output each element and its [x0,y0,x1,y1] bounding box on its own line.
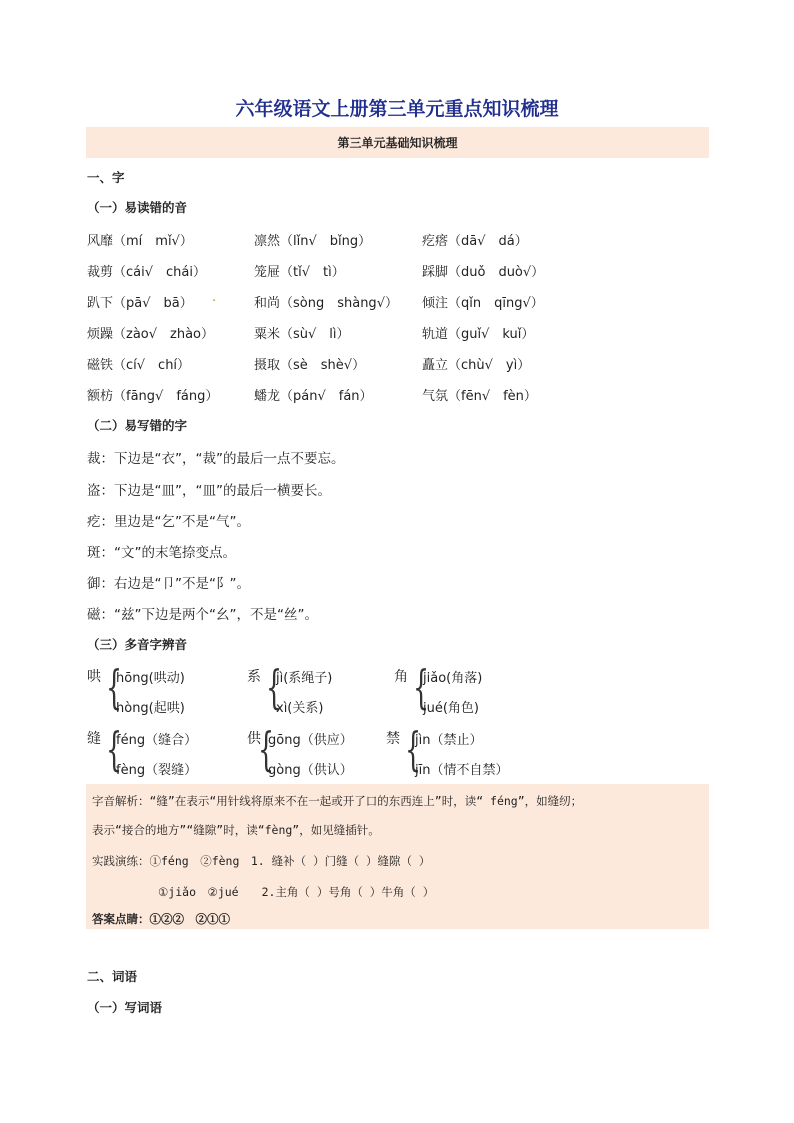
reading-item: 倾注（qǐn qīng√） [422,296,544,311]
writing-note: 磁：“兹”下边是两个“幺”，不是“丝”。 [87,607,318,623]
reading-item: 蟠龙（pán√ fán） [254,389,373,404]
reading-item: 轨道（guǐ√ kuǐ） [422,327,535,342]
polyphone-reading: gōng（供应） [268,733,353,748]
polyphone-reading: jiǎo(角落) [423,671,483,686]
reading-item: 矗立（chù√ yì） [422,358,531,373]
page-title: 六年级语文上册第三单元重点知识梳理 [235,98,559,120]
polyphone-char: 缝 [87,731,101,747]
polyphone-reading: féng（缝合） [116,733,198,748]
stray-dot-mark: . [212,290,217,305]
reading-item: 凛然（lǐn√ bǐng） [254,234,372,249]
reading-item: 磁铁（cí√ chí） [87,358,191,373]
writing-note: 盗：下边是“皿”，“皿”的最后一横要长。 [87,483,331,499]
polyphone-reading: jué(角色) [423,701,479,716]
reading-item: 趴下（pā√ bā） [87,296,193,311]
writing-note: 斑：“文”的末笔捺变点。 [87,545,236,561]
practice-line: ①jiǎo ②jué 2.主角（ ）号角（ ）牛角（ ） [158,885,435,899]
answer-line: 答案点睛：①②② ②①① [92,912,230,926]
brace-mark: { [106,660,123,714]
reading-item: 和尚（sòng shàng√） [254,296,398,311]
subheading-polyphones: （三）多音字辨音 [87,637,188,652]
brace-mark: { [413,660,430,714]
brace-mark: { [405,722,422,776]
brace-mark: { [106,722,123,776]
reading-item: 额枋（fāng√ fáng） [87,389,219,404]
polyphone-reading: hòng(起哄) [116,701,185,716]
reading-item: 烦躁（zào√ zhào） [87,327,215,342]
polyphone-reading: jì(系绳子) [276,671,333,686]
reading-item: 气氛（fēn√ fèn） [422,389,537,404]
subheading-misread: （一）易读错的音 [87,200,188,215]
reading-item: 风靡（mí mǐ√） [87,234,193,249]
brace-mark: { [266,660,283,714]
subheading-miswritten: （二）易写错的字 [87,418,188,433]
polyphone-char: 系 [247,669,261,685]
polyphone-char: 禁 [386,731,400,747]
section-heading-words: 二、词语 [87,969,138,984]
polyphone-reading: fèng（裂缝） [116,763,198,778]
writing-note: 疙：里边是“乞”不是“气”。 [87,514,250,530]
brace-mark: { [258,722,275,776]
practice-line: 实践演练：①féng ②fèng 1. 缝补（ ）门缝（ ）缝隙（ ） [92,854,431,868]
reading-item: 笼屉（tǐ√ tì） [254,265,345,280]
polyphone-reading: gòng（供认） [268,763,353,778]
pronunciation-note-box [86,784,709,929]
writing-note: 裁：下边是“衣”，“裁”的最后一点不要忘。 [87,451,345,467]
reading-item: 踩脚（duǒ duò√） [422,265,545,280]
section-heading-characters: 一、字 [87,170,125,185]
note-analysis-line: 字音解析：“缝”在表示“用针线将原来不在一起或开了口的东西连上”时，读“ féng”，如缝纫； [92,794,583,808]
polyphone-reading: jīn（情不自禁） [415,763,509,778]
note-analysis-line: 表示“接合的地方”“缝隙”时，读“fèng”，如见缝插针。 [92,823,380,837]
polyphone-char: 角 [394,669,408,685]
polyphone-char: 供 [247,731,261,747]
polyphone-char: 哄 [87,669,101,685]
reading-item: 粟米（sù√ lì） [254,327,350,342]
reading-item: 疙瘩（dā√ dá） [422,234,528,249]
reading-item: 摄取（sè shè√） [254,358,366,373]
polyphone-reading: jìn（禁止） [415,733,483,748]
reading-item: 裁剪（cái√ chái） [87,265,206,280]
polyphone-reading: hōng(哄动) [116,671,185,686]
section-band-title: 第三单元基础知识梳理 [86,127,709,158]
polyphone-reading: xì(关系) [276,701,324,716]
writing-note: 御：右边是“卩”不是“阝”。 [87,576,250,592]
subheading-write-words: （一）写词语 [87,1000,163,1015]
